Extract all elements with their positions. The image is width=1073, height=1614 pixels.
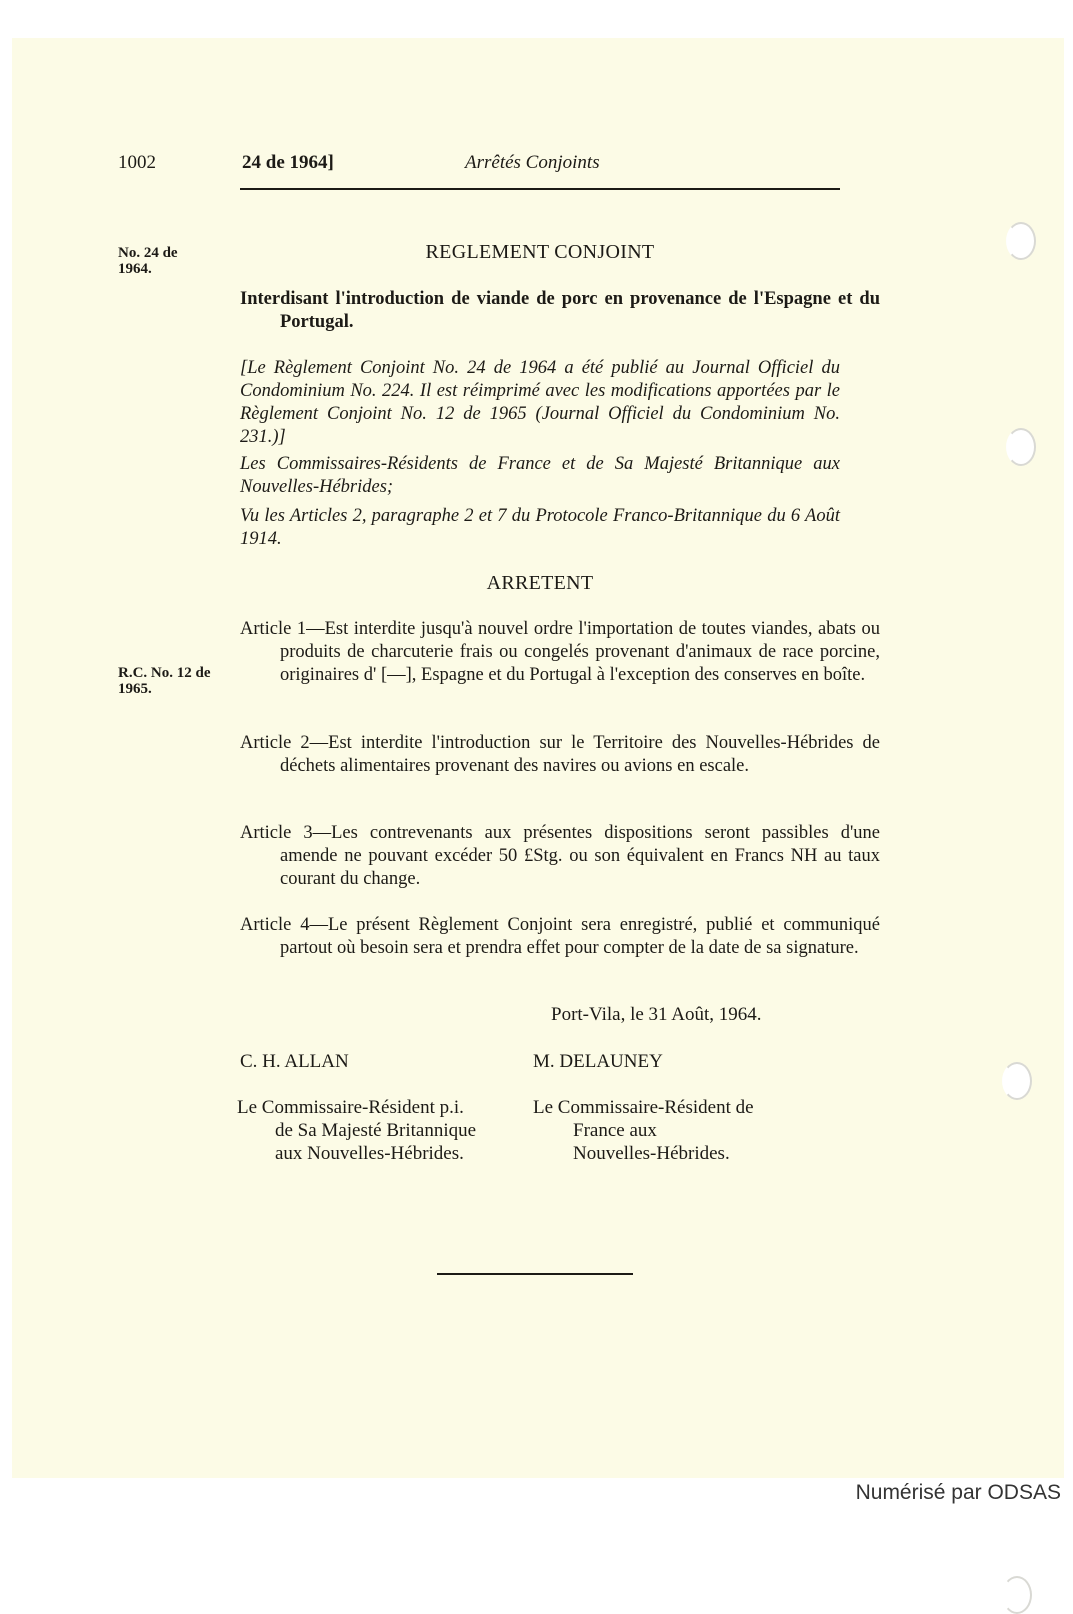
page-number: 1002 [118,152,156,173]
publication-note: [Le Règlement Conjoint No. 24 de 1964 a été publié au Journal Officiel du Condominium No. 224. Il est réimprimé avec les modifications apportées par le Règlement Conjoint No. 12 de 1965 (Journal Officiel du Condominium No. 231.)] [240,358,840,447]
article-2: Article 2—Est interdite l'introduction sur le Territoire des Nouvelles-Hébrides de déchets alimentaires provenant des navires ou avions en escale. [240,733,880,776]
place-date: Port-Vila, le 31 Août, 1964. [551,1004,762,1025]
document-title: Interdisant l'introduction de viande de porc en provenance de l'Espagne et du Portugal. [240,289,880,332]
preamble-protocol: Vu les Articles 2, paragraphe 2 et 7 du Protocole Franco-Britannique du 6 Août 1914. [240,506,840,549]
signatory-title-line: France aux [573,1120,657,1141]
punch-hole-3 [1002,1062,1032,1100]
preamble-commissioners: Les Commissaires-Résidents de France et de Sa Majesté Britannique aux Nouvelles-Hébrides; [240,454,840,497]
header-rule [240,188,840,190]
decree-heading: ARRETENT [486,572,594,594]
article-1: Article 1—Est interdite jusqu'à nouvel ordre l'importation de toutes viandes, abats ou produits de charcuterie frais ou congelés provenant d'animaux de race porcine, originaires d' [—], Espagne et du Portugal à l'exception des conserves en boîte. [240,619,880,685]
margin-note-amendment: R.C. No. 12 de 1965. [118,665,211,697]
punch-hole-2 [1006,428,1036,466]
signatory-title-line: Nouvelles-Hébrides. [573,1143,730,1164]
article-3: Article 3—Les contrevenants aux présentes dispositions seront passibles d'une amende ne pouvant excéder 50 £Stg. ou son équivalent en Francs NH au taux courant du change. [240,823,880,889]
signatory-title-british [237,1096,476,1165]
punch-hole-4 [1002,1576,1032,1614]
article-4: Article 4—Le présent Règlement Conjoint sera enregistré, publié et communiqué partout où besoin sera et prendra effet pour compter de la date de sa signature. [240,915,880,958]
signatory-title-line: de Sa Majesté Britannique [275,1120,477,1141]
digitization-credit: Numérisé par ODSAS [855,1481,1061,1504]
act-reference: 24 de 1964] [242,152,334,173]
signatory-title-line: Le Commissaire-Résident p.i. [237,1097,464,1118]
document-heading: REGLEMENT CONJOINT [425,241,655,263]
signatory-name-british: C. H. ALLAN [240,1051,349,1072]
punch-hole-1 [1006,222,1036,260]
signatory-name-french: M. DELAUNEY [533,1051,663,1072]
running-title: Arrêtés Conjoints [465,152,600,173]
signatory-title-french [533,1096,754,1165]
margin-note-reference: No. 24 de 1964. [118,245,178,277]
signatory-title-line: Le Commissaire-Résident de [533,1097,754,1118]
closing-rule [437,1273,633,1275]
signatory-title-line: aux Nouvelles-Hébrides. [275,1143,464,1164]
